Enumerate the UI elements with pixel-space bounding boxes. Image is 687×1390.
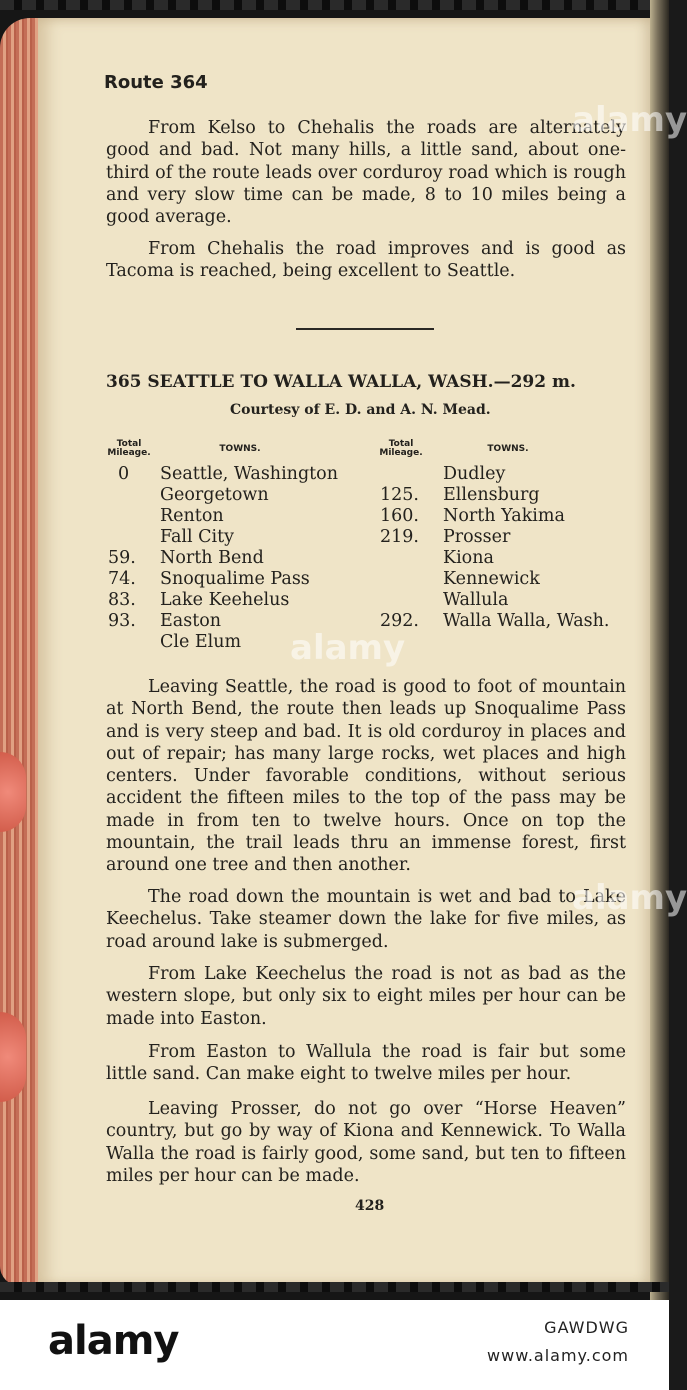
body-paragraph-3: From Lake Keechelus the road is not as bad as the western slope, but only six to eight miles per hour can be made into Easton. — [106, 964, 626, 1029]
alamy-logo: alamy — [48, 1318, 179, 1364]
right-row-town: Walla Walla, Wash. — [443, 611, 610, 631]
right-row-mileage: 219. — [380, 527, 419, 547]
body-paragraph-4: From Easton to Wallula the road is fair but some little sand. Can make eight to twelve miles per hour. — [106, 1042, 626, 1085]
binding-stitching-bottom — [0, 1282, 669, 1292]
left-row-mileage: 93. — [108, 611, 136, 631]
intro-paragraph-2: From Chehalis the road improves and is good as Tacoma is reached, being excellent to Seattle. — [106, 239, 626, 282]
left-row-town: Renton — [160, 506, 224, 526]
right-row-mileage: 125. — [380, 485, 419, 505]
left-row-town: Seattle, Washington — [160, 464, 338, 484]
body-paragraph-5: Leaving Prosser, do not go over “Horse Heaven” country, but go by way of Kiona and Kennewick. To Walla Walla the road is fairly good, some sand, but ten to fifteen miles per hour can be made. — [106, 1099, 626, 1186]
page-gutter-shadow — [650, 0, 669, 1300]
body-paragraph-2: The road down the mountain is wet and bad to Lake Keechelus. Take steamer down the lake for five miles, as road around lake is submerged. — [106, 887, 626, 952]
site-url: www.alamy.com — [487, 1346, 629, 1365]
left-row-mileage: 74. — [108, 569, 136, 589]
left-row-town: Georgetown — [160, 485, 269, 505]
intro-paragraph-1: From Kelso to Chehalis the roads are alternately good and bad. Not many hills, a little sand, about one-third of the route leads over corduroy road which is rough and very slow time can be made, 8 to 10 miles being a good average. — [106, 118, 626, 228]
right-row-mileage: 160. — [380, 506, 419, 526]
section-divider — [296, 328, 434, 330]
body-paragraph-1: Leaving Seattle, the road is good to foot of mountain at North Bend, the route then leads up Snoqualime Pass and is very steep and bad. It is old corduroy in places and out of repair; has many large rocks, wet places and high centers. Under favorable conditions, without serious accident the fifteen miles to the top of the pass may be made in from ten to twelve hours. Once on top the mountain, the trail leads thru an immense forest, first around one tree and then another. — [106, 677, 626, 876]
right-row-town: Kiona — [443, 548, 494, 568]
stock-footer — [0, 1300, 669, 1390]
watermark: alamy — [572, 878, 687, 918]
binding-stitching-top — [0, 0, 669, 10]
mileage-header-left: Total Mileage. — [107, 439, 151, 458]
page-number: 428 — [355, 1198, 385, 1214]
right-row-mileage: 292. — [380, 611, 419, 631]
left-row-town: Lake Keehelus — [160, 590, 290, 610]
left-row-town: Snoqualime Pass — [160, 569, 310, 589]
mileage-header-right: Total Mileage. — [379, 439, 423, 458]
towns-header-right: TOWNS. — [487, 444, 529, 454]
right-row-town: Dudley — [443, 464, 506, 484]
right-row-town: Wallula — [443, 590, 509, 610]
left-row-town: Easton — [160, 611, 222, 631]
left-row-mileage: 59. — [108, 548, 136, 568]
right-row-town: North Yakima — [443, 506, 565, 526]
left-row-mileage: 0 — [118, 464, 130, 484]
left-row-town: North Bend — [160, 548, 264, 568]
towns-header-left: TOWNS. — [219, 444, 261, 454]
image-id: GAWDWG — [544, 1318, 629, 1337]
left-row-town: Cle Elum — [160, 632, 242, 652]
watermark: alamy — [572, 100, 687, 140]
left-row-town: Fall City — [160, 527, 235, 547]
watermark: alamy — [290, 628, 406, 668]
right-row-town: Kennewick — [443, 569, 540, 589]
right-row-town: Prosser — [443, 527, 511, 547]
right-row-town: Ellensburg — [443, 485, 540, 505]
left-row-mileage: 83. — [108, 590, 136, 610]
section-title: 365 SEATTLE TO WALLA WALLA, WASH.—292 m. — [106, 372, 576, 392]
courtesy-line: Courtesy of E. D. and A. N. Mead. — [230, 402, 491, 418]
thumb-index-tab — [0, 1012, 26, 1102]
running-head: Route 364 — [104, 72, 208, 93]
